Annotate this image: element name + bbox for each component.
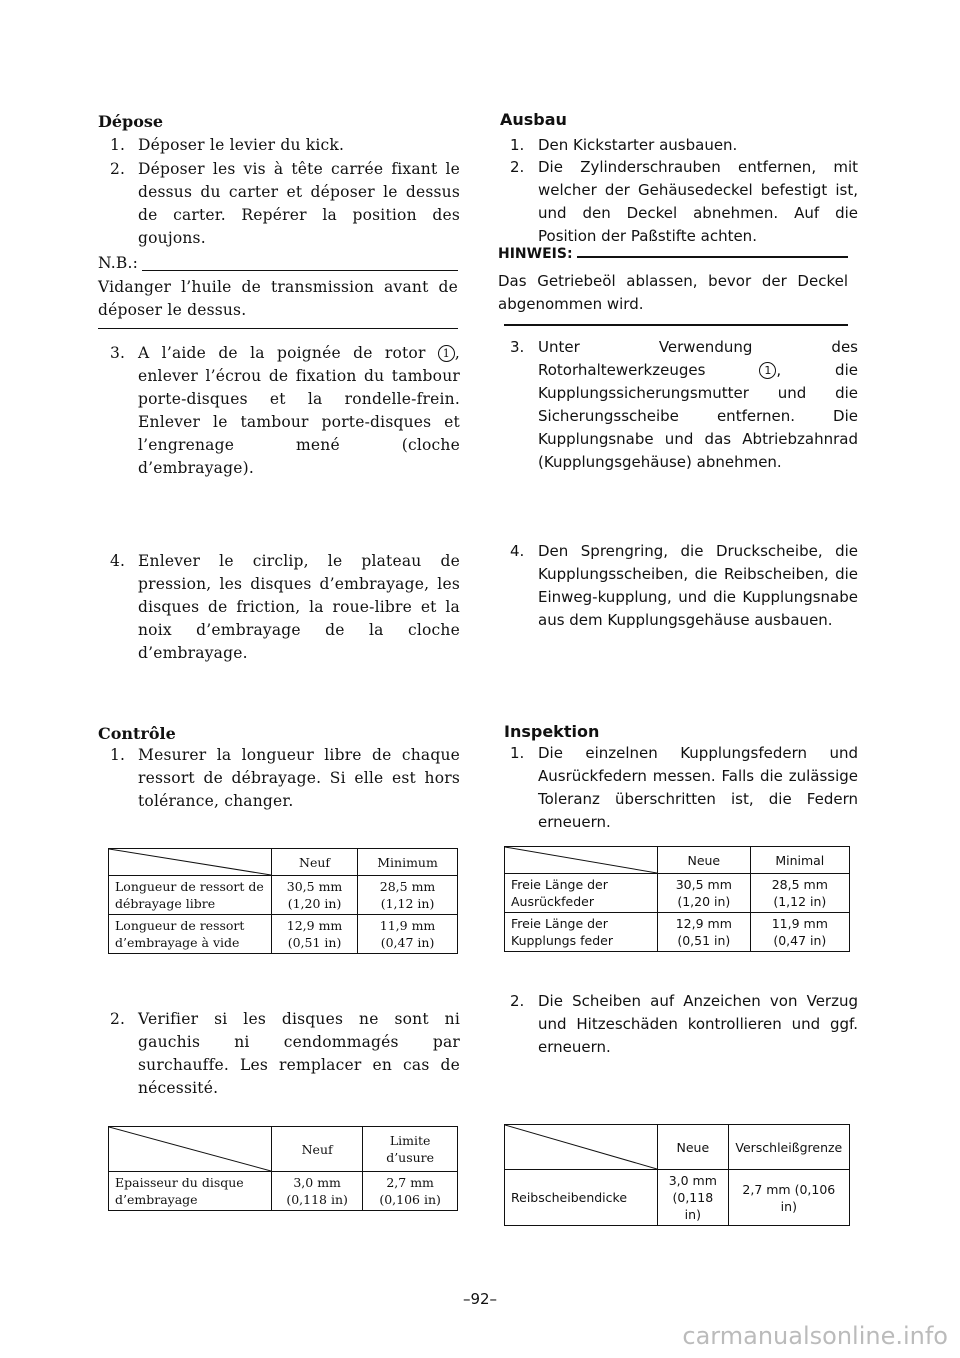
item-number: 4. bbox=[510, 542, 525, 560]
list-item bbox=[498, 540, 858, 632]
item-text: Den Sprengring, die Druckscheibe, die Kupplungsscheiben, die Reibscheiben, die Einweg-kupplung, und die Kupplungsnabe aus dem Kupplungsgehäuse ausbauen. bbox=[538, 542, 858, 629]
list-item bbox=[98, 134, 460, 157]
table-header-row bbox=[505, 847, 850, 874]
table-row bbox=[109, 915, 458, 954]
table-header: Minimum bbox=[358, 849, 458, 876]
note-end-rule bbox=[504, 324, 848, 326]
table-cell: 28,5 mm (1,12 in) bbox=[358, 876, 458, 915]
note-text: Vidanger l’huile de transmission avant de déposer le dessus. bbox=[98, 278, 458, 319]
table-corner-cell bbox=[505, 847, 658, 874]
item-number: 3. bbox=[510, 338, 525, 356]
note-text: Das Getriebeöl ablassen, bevor der Deckel abgenommen wird. bbox=[498, 272, 848, 313]
table-cell: Freie Länge der Ausrückfeder bbox=[505, 874, 658, 913]
table-corner-cell bbox=[109, 1127, 272, 1172]
controle-heading: Contrôle bbox=[98, 724, 176, 743]
note-end-rule bbox=[98, 328, 458, 329]
spring-length-table bbox=[108, 848, 458, 954]
table-cell: 30,5 mm (1,20 in) bbox=[658, 874, 751, 913]
spring-length-table bbox=[504, 846, 850, 952]
item-text: , die Kupplungssicherungsmutter und die Sicherungsscheibe entfernen. Die Kupplungsnabe und das Abtriebzahnrad (Kupplungsgehäuse) abnehmen. bbox=[538, 361, 858, 471]
list-item bbox=[98, 550, 460, 665]
item-number: 2. bbox=[510, 158, 525, 176]
table-header: Minimal bbox=[750, 847, 849, 874]
table-cell: Longueur de ressort d’embrayage à vide bbox=[109, 915, 272, 954]
list-item bbox=[98, 158, 460, 250]
item-text: Die einzelnen Kupplungsfedern und Ausrückfedern messen. Falls die zulässige Toleranz überschritten ist, die Federn erneuern. bbox=[538, 744, 858, 831]
note-rule bbox=[577, 256, 848, 258]
item-text: Enlever le circlip, le plateau de pression, les disques d’embrayage, les disques de friction, la roue-libre et la noix d’embrayage de la cloche d’embrayage. bbox=[138, 552, 460, 662]
item-number: 2. bbox=[110, 160, 126, 178]
watermark: carmanualsonline.info bbox=[682, 1322, 948, 1350]
table-row bbox=[109, 1172, 458, 1211]
table-corner-cell bbox=[505, 1125, 658, 1170]
item-number: 2. bbox=[510, 992, 525, 1010]
table-cell: Reibscheibendicke bbox=[505, 1170, 658, 1226]
item-number: 1. bbox=[510, 744, 525, 762]
table-corner-cell bbox=[109, 849, 272, 876]
table-cell: 11,9 mm (0,47 in) bbox=[750, 913, 849, 952]
item-text: Die Scheiben auf Anzeichen von Verzug und Hitzeschäden kontrollieren und ggf. erneuern. bbox=[538, 992, 858, 1056]
item-text: , enlever l’écrou de fixation du tambour porte-disques et la rondelle-frein. Enlever le tambour porte-disques et l’engrenage mené (cloche d’embrayage). bbox=[138, 344, 460, 477]
table-cell: 2,7 mm (0,106 in) bbox=[728, 1170, 849, 1226]
list-item bbox=[98, 744, 460, 813]
table-cell: 28,5 mm (1,12 in) bbox=[750, 874, 849, 913]
list-item bbox=[498, 990, 858, 1059]
page-number: –92– bbox=[462, 1290, 498, 1308]
item-number: 1. bbox=[110, 746, 126, 764]
table-header: Neue bbox=[658, 1125, 729, 1170]
list-item bbox=[98, 1008, 460, 1100]
note-label: HINWEIS: bbox=[498, 246, 573, 262]
item-text: Mesurer la longueur libre de chaque ressort de débrayage. Si elle est hors tolérance, changer. bbox=[138, 746, 460, 810]
table-header: Verschleißgrenze bbox=[728, 1125, 849, 1170]
disc-thickness-table bbox=[504, 1124, 850, 1226]
table-header-row bbox=[109, 1127, 458, 1172]
list-item bbox=[498, 134, 858, 157]
item-text: Déposer les vis à tête carrée fixant le dessus du carter et déposer le dessus de carter. Repérer la position des goujons. bbox=[138, 160, 460, 247]
table-row bbox=[109, 876, 458, 915]
table-cell: 30,5 mm (1,20 in) bbox=[272, 876, 358, 915]
item-number: 1. bbox=[510, 136, 525, 154]
table-row bbox=[505, 913, 850, 952]
table-header: Limite d’usure bbox=[363, 1127, 458, 1172]
item-text: Die Zylinderschrauben entfernen, mit welcher der Gehäusedeckel befestigt ist, und den Deckel abnehmen. Auf die Position der Paßstifte achten. bbox=[538, 158, 858, 245]
table-row bbox=[505, 874, 850, 913]
table-cell: Longueur de ressort de débrayage libre bbox=[109, 876, 272, 915]
item-text: Verifier si les disques ne sont ni gauchis ni cendommagés par surchauffe. Les remplacer en cas de nécessité. bbox=[138, 1010, 460, 1097]
table-cell: 2,7 mm (0,106 in) bbox=[363, 1172, 458, 1211]
item-text: Unter Verwendung des Rotorhaltewerkzeuges bbox=[538, 338, 858, 379]
list-item bbox=[498, 156, 858, 248]
table-cell: Freie Länge der Kupplungs feder bbox=[505, 913, 658, 952]
ausbau-heading: Ausbau bbox=[500, 110, 567, 129]
table-header-row bbox=[505, 1125, 850, 1170]
table-cell: 3,0 mm (0,118 in) bbox=[272, 1172, 363, 1211]
table-cell: 11,9 mm (0,47 in) bbox=[358, 915, 458, 954]
list-item bbox=[98, 342, 460, 480]
item-text: Den Kickstarter ausbauen. bbox=[538, 136, 738, 154]
depose-heading: Dépose bbox=[98, 112, 164, 131]
item-text: A l’aide de la poignée de rotor bbox=[138, 344, 426, 362]
item-number: 4. bbox=[110, 552, 126, 570]
disc-thickness-table bbox=[108, 1126, 458, 1211]
table-cell: 12,9 mm (0,51 in) bbox=[272, 915, 358, 954]
callout-1-icon: 1 bbox=[759, 362, 776, 379]
list-item bbox=[498, 336, 858, 474]
table-cell: Epaisseur du disque d’embrayage bbox=[109, 1172, 272, 1211]
item-number: 1. bbox=[110, 136, 126, 154]
list-item bbox=[498, 742, 858, 834]
item-text: Déposer le levier du kick. bbox=[138, 136, 345, 154]
table-header: Neue bbox=[658, 847, 751, 874]
table-header: Neuf bbox=[272, 849, 358, 876]
item-number: 2. bbox=[110, 1010, 126, 1028]
table-cell: 12,9 mm (0,51 in) bbox=[658, 913, 751, 952]
inspektion-heading: Inspektion bbox=[504, 722, 600, 741]
note-label-row bbox=[498, 246, 848, 262]
table-cell: 3,0 mm (0,118 in) bbox=[658, 1170, 729, 1226]
callout-1-icon: 1 bbox=[438, 345, 455, 362]
note-label: N.B.: bbox=[98, 254, 139, 272]
item-number: 3. bbox=[110, 344, 126, 362]
table-row bbox=[505, 1170, 850, 1226]
table-header: Neuf bbox=[272, 1127, 363, 1172]
table-header-row bbox=[109, 849, 458, 876]
note-rule bbox=[142, 270, 458, 271]
note-label-row bbox=[98, 252, 458, 275]
